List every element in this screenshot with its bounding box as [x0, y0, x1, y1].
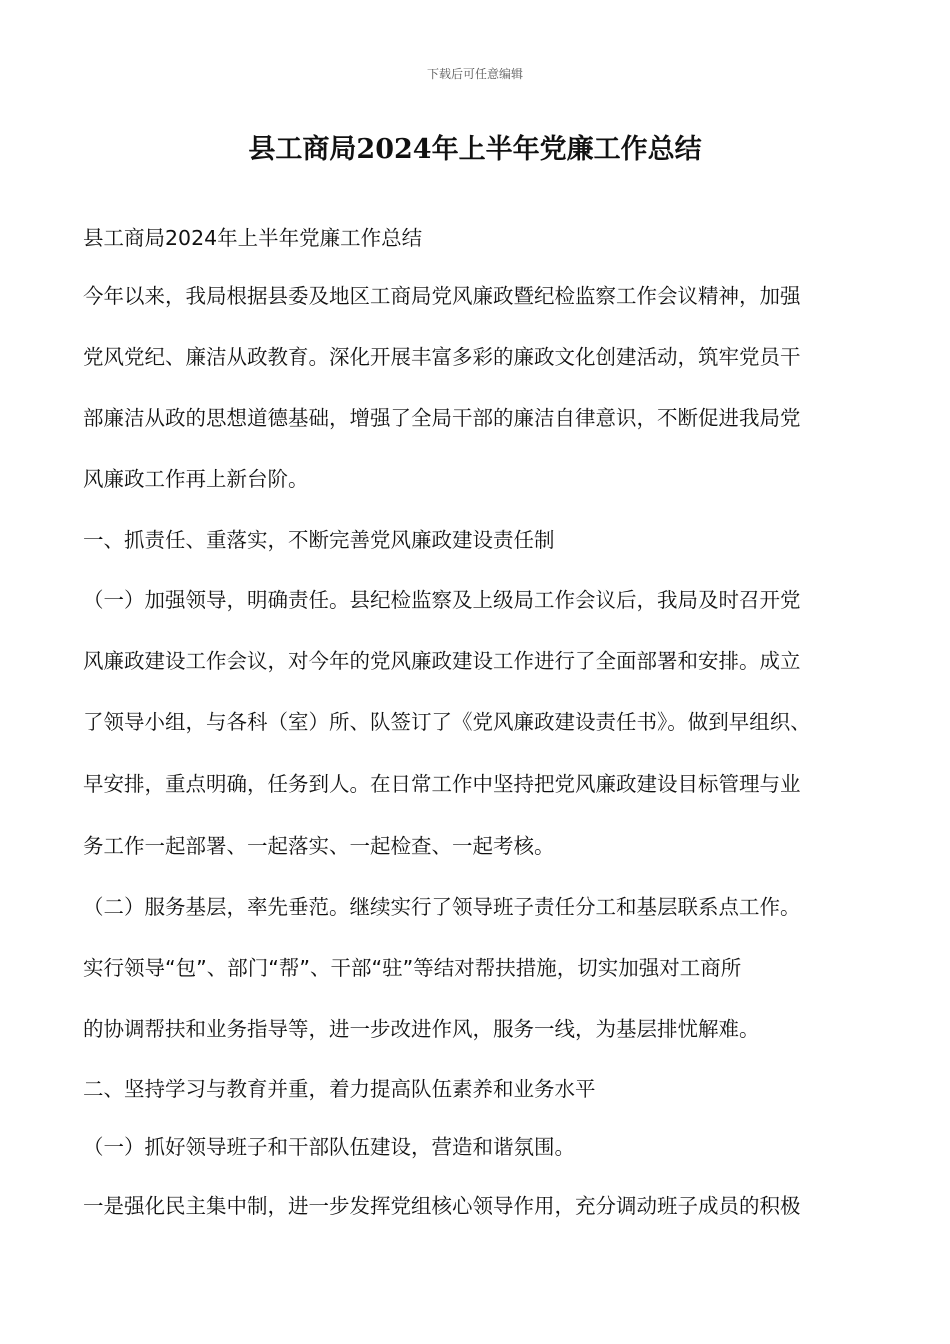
document-title: 县工商局2024年上半年党廉工作总结 — [248, 134, 702, 165]
section-heading: 一、抓责任、重落实，不断完善党风廉政建设责任制 — [83, 528, 555, 552]
paragraph-line: 实行领导“包”、部门“帮”、干部“驻”等结对帮扶措施，切实加强对工商所 — [83, 956, 742, 980]
subtitle-line: 县工商局2024年上半年党廉工作总结 — [83, 226, 423, 250]
header-note: 下载后可任意编辑 — [426, 67, 523, 81]
paragraph-line: 今年以来，我局根据县委及地区工商局党风廉政暨纪检监察工作会议精神，加强 — [83, 284, 801, 308]
paragraph-line: 部廉洁从政的思想道德基础，增强了全局干部的廉洁自律意识，不断促进我局党 — [83, 406, 801, 430]
paragraph-line: （一）加强领导，明确责任。县纪检监察及上级局工作会议后，我局及时召开党 — [83, 588, 801, 612]
paragraph-line: 的协调帮扶和业务指导等，进一步改进作风，服务一线，为基层排忧解难。 — [83, 1017, 760, 1041]
paragraph-line: 一是强化民主集中制，进一步发挥党组核心领导作用，充分调动班子成员的积极 — [83, 1194, 801, 1218]
paragraph-line: 风廉政工作再上新台阶。 — [83, 467, 309, 491]
paragraph-line: （二）服务基层，率先垂范。继续实行了领导班子责任分工和基层联系点工作。 — [83, 895, 801, 919]
paragraph-line: 务工作一起部署、一起落实、一起检查、一起考核。 — [83, 834, 555, 858]
paragraph-line: 党风党纪、廉洁从政教育。深化开展丰富多彩的廉政文化创建活动，筑牢党员干 — [83, 345, 801, 369]
paragraph-line: 风廉政建设工作会议，对今年的党风廉政建设工作进行了全面部署和安排。成立 — [83, 649, 801, 673]
paragraph-line: 早安排，重点明确，任务到人。在日常工作中坚持把党风廉政建设目标管理与业 — [83, 772, 801, 796]
paragraph-line: 了领导小组，与各科（室）所、队签订了《党风廉政建设责任书》。做到早组织、 — [83, 710, 811, 734]
paragraph-line: （一）抓好领导班子和干部队伍建设，营造和谐氛围。 — [83, 1135, 575, 1159]
section-heading: 二、坚持学习与教育并重，着力提高队伍素养和业务水平 — [83, 1077, 596, 1101]
